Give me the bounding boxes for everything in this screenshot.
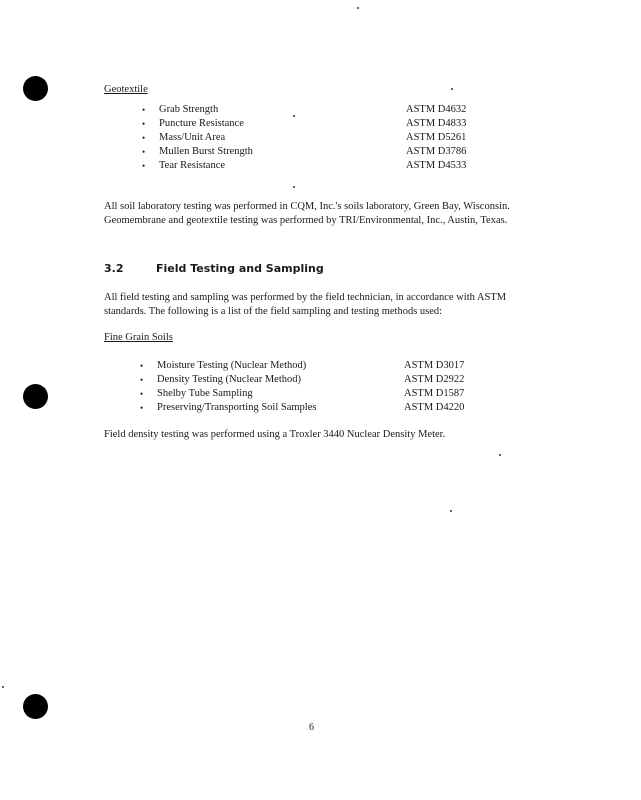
- astm-standard: ASTM D3017: [404, 360, 465, 371]
- bullet-icon: •: [142, 133, 146, 143]
- list-item: [140, 401, 480, 415]
- fine-grain-test-list: [140, 359, 480, 415]
- field-testing-paragraph: All field testing and sampling was performed by the field technician, in accordance with ASTM standards. The following is a list of the field sampling and testing methods used:: [104, 292, 507, 317]
- list-item: [140, 387, 480, 401]
- astm-standard: ASTM D4833: [406, 118, 467, 129]
- test-name: Shelby Tube Sampling: [157, 388, 253, 399]
- bullet-icon: •: [140, 361, 144, 371]
- scan-speck: [499, 454, 501, 456]
- scan-speck: [293, 186, 295, 188]
- punch-hole-middle: [23, 384, 48, 409]
- geotextile-heading: Geotextile: [104, 84, 148, 95]
- bullet-icon: •: [142, 161, 146, 171]
- test-name: Mullen Burst Strength: [159, 146, 253, 157]
- page-number: 6: [309, 722, 314, 733]
- bullet-icon: •: [140, 403, 144, 413]
- astm-standard: ASTM D4220: [404, 402, 465, 413]
- astm-standard: ASTM D4533: [406, 160, 467, 171]
- test-name: Mass/Unit Area: [159, 132, 226, 143]
- bullet-icon: •: [140, 389, 144, 399]
- test-name: Moisture Testing (Nuclear Method): [157, 360, 307, 371]
- geotextile-test-list: [142, 103, 482, 173]
- astm-standard: ASTM D2922: [404, 374, 465, 385]
- test-name: Density Testing (Nuclear Method): [157, 374, 301, 385]
- test-name: Grab Strength: [159, 104, 219, 115]
- scan-speck: [450, 510, 452, 512]
- list-item: [142, 103, 482, 117]
- density-meter-paragraph: Field density testing was performed using a Troxler 3440 Nuclear Density Meter.: [104, 429, 446, 440]
- bullet-icon: •: [142, 147, 146, 157]
- list-item: [142, 131, 482, 145]
- punch-hole-bottom: [23, 694, 48, 719]
- lab-testing-paragraph: All soil laboratory testing was performed in CQM, Inc.'s soils laboratory, Green Bay, Wisconsin. Geomembrane and geotextile testing was performed by TRI/Environmental, Inc., Austin, Texas.: [104, 201, 510, 226]
- section-heading: [104, 262, 324, 275]
- section-title: Field Testing and Sampling: [156, 262, 324, 275]
- astm-standard: ASTM D3786: [406, 146, 467, 157]
- test-name: Preserving/Transporting Soil Samples: [157, 402, 317, 413]
- astm-standard: ASTM D5261: [406, 132, 467, 143]
- punch-hole-top: [23, 76, 48, 101]
- section-number: 3.2: [104, 262, 124, 275]
- bullet-icon: •: [142, 105, 146, 115]
- astm-standard: ASTM D1587: [404, 388, 465, 399]
- bullet-icon: •: [140, 375, 144, 385]
- scan-speck: [357, 7, 359, 9]
- astm-standard: ASTM D4632: [406, 104, 467, 115]
- test-name: Tear Resistance: [159, 160, 226, 171]
- list-item: [142, 117, 482, 131]
- list-item: [142, 145, 482, 159]
- test-name: Puncture Resistance: [159, 118, 244, 129]
- list-item: [142, 159, 482, 173]
- list-item: [140, 373, 480, 387]
- list-item: [140, 359, 480, 373]
- bullet-icon: •: [142, 119, 146, 129]
- scan-speck: [2, 686, 4, 688]
- fine-grain-soils-heading: Fine Grain Soils: [104, 332, 173, 343]
- scan-speck: [451, 88, 453, 90]
